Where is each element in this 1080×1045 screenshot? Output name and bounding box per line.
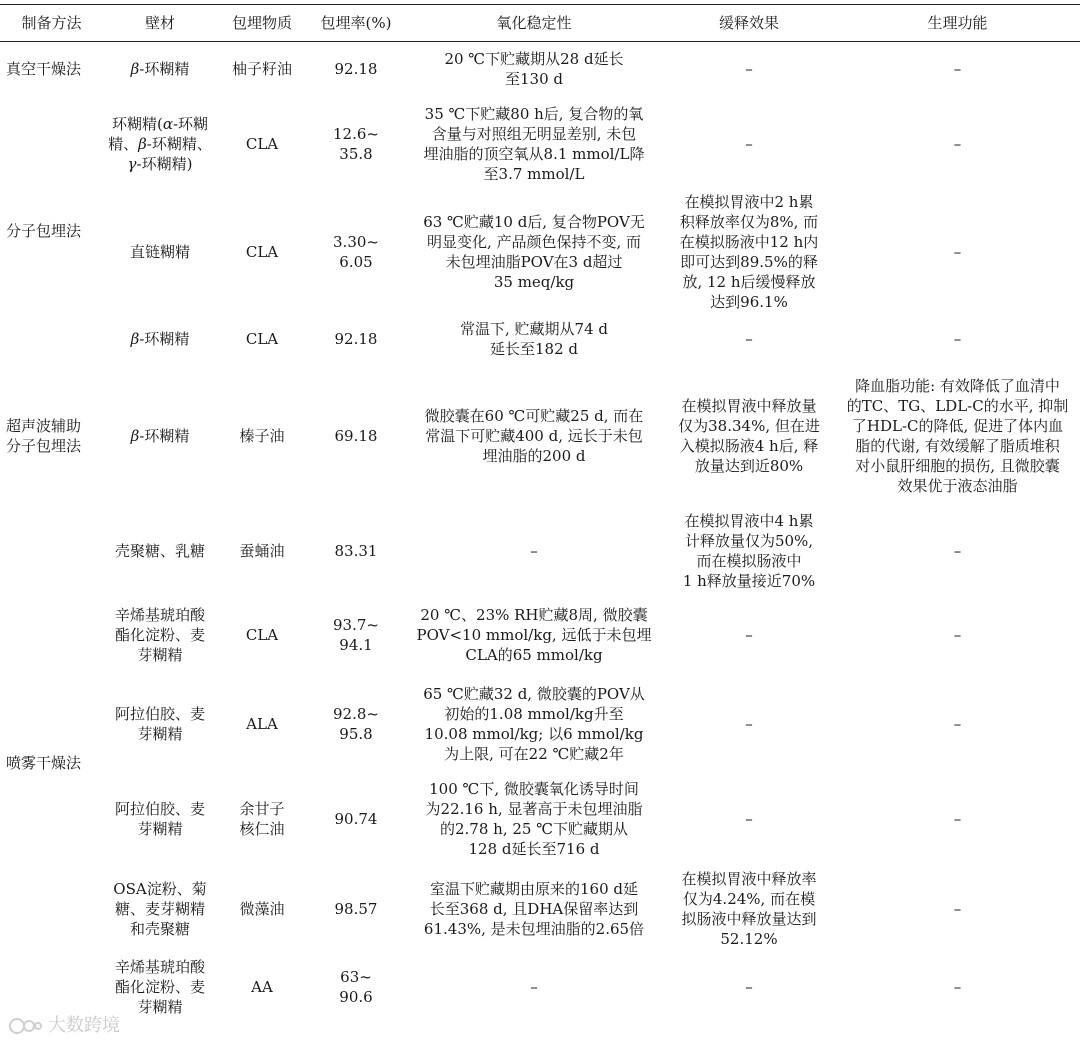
cell-oxidation-line: 至130 d: [504, 69, 563, 88]
cell-wall: [103, 312, 217, 366]
cell-physio-line: 降血脂功能: 有效降低了血清中: [855, 376, 1060, 395]
cell-rate-line: 98.57: [334, 899, 378, 918]
cell-rate-line: 93.7~: [333, 615, 379, 634]
cell-physio-line: 的TC、TG、LDL-C的水平, 抑制: [846, 396, 1069, 415]
cell-method: [0, 366, 103, 506]
cell-rate: [307, 42, 405, 96]
cell-physio-line: 效果优于液态油脂: [897, 476, 1018, 495]
cell-rate-line: 92.18: [334, 59, 378, 78]
cell-physio-line: 脂的代谢, 有效缓解了脂质堆积: [855, 436, 1060, 455]
cell-core: [217, 42, 307, 96]
cell-wall-line: 辛烯基琥珀酸: [114, 957, 205, 976]
cell-physio-line: –: [953, 59, 962, 78]
cell-wall-line: β-环糊精: [130, 329, 190, 348]
cell-physio-line: –: [953, 625, 962, 644]
cell-core: [217, 192, 307, 312]
cell-oxidation: [405, 596, 663, 674]
cell-wall-line: 芽糊精: [137, 645, 183, 664]
cell-oxidation: [405, 312, 663, 366]
cell-release-line: –: [745, 329, 753, 348]
cell-release: [663, 42, 835, 96]
cell-rate-line: 35.8: [339, 144, 373, 163]
method-line: 分子包埋法: [6, 436, 82, 455]
cell-release-line: 在模拟胃液中2 h累: [684, 192, 814, 211]
cell-oxidation-line: 常温下, 贮藏期从74 d: [460, 319, 608, 338]
cell-wall: [103, 596, 217, 674]
cell-physio: [835, 192, 1080, 312]
cell-rate: [307, 674, 405, 774]
cell-physio: [835, 366, 1080, 506]
cell-oxidation: [405, 954, 663, 1020]
cell-rate: [307, 312, 405, 366]
cell-wall-line: 精、β-环糊精、: [108, 134, 212, 153]
cell-physio: [835, 774, 1080, 864]
cell-physio-line: –: [953, 899, 962, 918]
table-row: [0, 596, 1080, 674]
cell-wall-line: 芽糊精: [137, 819, 183, 838]
cell-oxidation-line: 为上限, 可在22 ℃贮藏2年: [444, 744, 624, 763]
cell-wall: [103, 366, 217, 506]
cell-oxidation-line: POV<10 mmol/kg, 远低于未包埋: [416, 625, 652, 644]
method-label: 分子包埋法: [6, 221, 82, 240]
cell-wall: [103, 506, 217, 596]
cell-release-line: 积释放率仅为8%, 而: [679, 212, 819, 231]
cell-wall: [103, 42, 217, 96]
cell-physio-line: –: [953, 809, 962, 828]
cell-core-line: ALA: [246, 714, 278, 733]
cell-rate: [307, 366, 405, 506]
header-core: 包埋物质: [231, 14, 292, 32]
cell-rate-line: 3.30~: [333, 232, 379, 251]
cell-rate: [307, 192, 405, 312]
cell-rate: [307, 864, 405, 954]
cell-oxidation-line: 10.08 mmol/kg; 以6 mmol/kg: [424, 724, 644, 743]
cell-release: [663, 366, 835, 506]
cell-oxidation-line: 65 ℃贮藏32 d, 微胶囊的POV从: [423, 684, 645, 703]
cell-release-line: 在模拟肠液中12 h内: [679, 232, 819, 251]
cell-release: [663, 96, 835, 192]
cell-release-line: –: [745, 134, 753, 153]
cell-oxidation-line: 长至368 d, 且DHA保留率达到: [429, 899, 639, 918]
cell-oxidation-line: CLA的65 mmol/kg: [465, 645, 603, 664]
header-oxidation: 氧化稳定性: [496, 14, 572, 32]
cell-wall-line: 芽糊精: [137, 997, 183, 1016]
cell-oxidation-line: 100 ℃下, 微胶囊氧化诱导时间: [429, 779, 639, 798]
cell-oxidation: [405, 366, 663, 506]
cell-wall: [103, 674, 217, 774]
watermark: [8, 1012, 148, 1040]
cell-oxidation-line: 61.43%, 是未包埋油脂的2.65倍: [423, 919, 645, 938]
cell-physio-line: –: [953, 541, 962, 560]
cell-physio: [835, 674, 1080, 774]
cell-method: [0, 96, 103, 366]
cell-wall-line: 阿拉伯胶、麦: [114, 799, 205, 818]
cell-rate: [307, 506, 405, 596]
cell-physio: [835, 506, 1080, 596]
cell-physio: [835, 596, 1080, 674]
cell-wall: [103, 954, 217, 1020]
cell-wall: [103, 96, 217, 192]
cell-core-line: 微藻油: [239, 899, 285, 918]
cell-rate: [307, 96, 405, 192]
cell-rate: [307, 774, 405, 864]
cell-core: [217, 506, 307, 596]
table-row: [0, 954, 1080, 1020]
cell-physio-line: –: [953, 242, 962, 261]
cell-physio: [835, 954, 1080, 1020]
cell-oxidation-line: 埋油脂的200 d: [482, 446, 586, 465]
cell-release-line: 仅为38.34%, 但在进: [678, 416, 820, 435]
cell-core-line: 核仁油: [239, 819, 285, 838]
cell-rate-line: 6.05: [339, 252, 373, 271]
cell-physio-line: –: [953, 977, 962, 996]
cell-release-line: 1 h释放量接近70%: [682, 571, 816, 590]
cell-core: [217, 954, 307, 1020]
cell-release-line: 在模拟胃液中4 h累: [684, 511, 814, 530]
header-method: 制备方法: [21, 14, 82, 32]
cell-oxidation-line: 至3.7 mmol/L: [483, 164, 585, 183]
cell-release-line: 放量达到近80%: [694, 456, 804, 475]
cell-rate: [307, 596, 405, 674]
cell-physio-line: –: [953, 714, 962, 733]
cell-oxidation: [405, 192, 663, 312]
cell-release-line: 即可达到89.5%的释: [680, 252, 818, 271]
cell-core-line: CLA: [245, 242, 279, 261]
cell-release-line: –: [745, 714, 753, 733]
cell-wall-line: 环糊精(α-环糊: [111, 114, 209, 133]
cell-core: [217, 864, 307, 954]
cell-release-line: –: [745, 977, 753, 996]
cell-release-line: 在模拟胃液中释放量: [681, 396, 817, 415]
cell-release-line: 计释放量仅为50%,: [684, 531, 814, 550]
cell-rate-line: 94.1: [339, 635, 373, 654]
cell-rate-line: 83.31: [334, 541, 378, 560]
cell-core-line: AA: [251, 977, 273, 996]
cell-core-line: 榛子油: [239, 426, 285, 445]
cell-wall-line: 和壳聚糖: [129, 919, 190, 938]
cell-release-line: 入模拟肠液4 h后, 释: [679, 436, 819, 455]
cell-wall-line: 酯化淀粉、麦: [114, 625, 205, 644]
cell-oxidation-line: –: [530, 541, 538, 560]
cell-release-line: 52.12%: [720, 929, 778, 948]
cell-oxidation-line: 35 ℃下贮藏80 h后, 复合物的氧: [424, 104, 644, 123]
cell-core: [217, 674, 307, 774]
cell-core: [217, 96, 307, 192]
cell-wall: [103, 774, 217, 864]
cell-oxidation-line: 微胶囊在60 ℃可贮藏25 d, 而在: [424, 406, 644, 425]
cell-method: [0, 506, 103, 1020]
cell-physio-line: 了HDL-C的降低, 促进了体内血: [851, 416, 1064, 435]
cell-oxidation-line: 128 d延长至716 d: [468, 839, 600, 858]
cell-release: [663, 192, 835, 312]
cell-rate-line: 92.8~: [333, 704, 379, 723]
cell-wall: [103, 192, 217, 312]
table-row: [0, 42, 1080, 96]
cell-physio: [835, 96, 1080, 192]
cell-release-line: 放, 12 h后缓慢释放: [682, 272, 816, 291]
cell-wall-line: β-环糊精: [130, 59, 190, 78]
header-row: [0, 5, 1080, 42]
cell-core: [217, 312, 307, 366]
cell-release: [663, 674, 835, 774]
cell-rate-line: 12.6~: [333, 124, 379, 143]
cell-oxidation-line: 延长至182 d: [489, 339, 578, 358]
cell-wall-line: 酯化淀粉、麦: [114, 977, 205, 996]
cell-release: [663, 774, 835, 864]
table-row: [0, 674, 1080, 774]
cell-oxidation-line: 常温下可贮藏400 d, 远长于未包: [425, 426, 643, 445]
cell-physio-line: –: [953, 329, 962, 348]
cell-release-line: 拟肠液中释放量达到: [681, 909, 817, 928]
cell-release: [663, 864, 835, 954]
cell-wall: [103, 864, 217, 954]
cell-wall-line: OSA淀粉、菊: [113, 879, 207, 898]
header-release: 缓释效果: [718, 14, 779, 32]
cell-oxidation-line: 63 ℃贮藏10 d后, 复合物POV无: [423, 212, 645, 231]
cell-release-line: 而在模拟肠液中: [696, 551, 802, 570]
cell-release: [663, 506, 835, 596]
cell-core: [217, 596, 307, 674]
header-physio: 生理功能: [927, 14, 988, 32]
cell-oxidation-line: 为22.16 h, 显著高于未包埋油脂: [425, 799, 643, 818]
cell-rate-line: 90.6: [339, 987, 373, 1006]
cell-oxidation-line: 35 meq/kg: [493, 272, 575, 291]
table-row: [0, 864, 1080, 954]
cell-physio-line: 对小鼠肝细胞的损伤, 且微胶囊: [855, 456, 1060, 475]
cell-rate-line: 90.74: [334, 809, 378, 828]
cell-rate-line: 63~: [340, 967, 372, 986]
cell-release-line: 在模拟胃液中释放率: [681, 869, 817, 888]
cell-wall-line: 芽糊精: [137, 724, 183, 743]
watermark-logo-icon: [8, 1016, 44, 1036]
cell-oxidation-line: 20 ℃下贮藏期从28 d延长: [444, 49, 624, 68]
cell-core-line: CLA: [245, 625, 279, 644]
cell-physio: [835, 864, 1080, 954]
cell-core-line: 余甘子: [239, 799, 285, 818]
cell-release-line: 仅为4.24%, 而在模: [682, 889, 816, 908]
cell-oxidation: [405, 674, 663, 774]
cell-core: [217, 366, 307, 506]
header-rate: 包埋率(%): [320, 14, 392, 32]
cell-physio-line: –: [953, 134, 962, 153]
cell-release-line: –: [745, 625, 753, 644]
cell-core-line: 蚕蛹油: [239, 541, 285, 560]
cell-oxidation-line: 初始的1.08 mmol/kg升至: [444, 704, 624, 723]
table-row: [0, 96, 1080, 192]
cell-oxidation-line: 埋油脂的顶空氧从8.1 mmol/L降: [423, 144, 645, 163]
cell-rate: [307, 954, 405, 1020]
cell-wall-line: 糖、麦芽糊精: [114, 899, 205, 918]
cell-physio: [835, 42, 1080, 96]
table-row: [0, 774, 1080, 864]
cell-wall-line: 阿拉伯胶、麦: [114, 704, 205, 723]
cell-method: [0, 42, 103, 96]
cell-oxidation: [405, 96, 663, 192]
cell-oxidation: [405, 506, 663, 596]
cell-release-line: –: [745, 809, 753, 828]
cell-wall-line: γ-环糊精): [127, 154, 193, 173]
cell-rate-line: 95.8: [339, 724, 373, 743]
cell-core-line: CLA: [245, 329, 279, 348]
cell-wall-line: β-环糊精: [130, 426, 190, 445]
cell-wall-line: 辛烯基琥珀酸: [114, 605, 205, 624]
data-table: [0, 4, 1080, 1020]
cell-oxidation-line: –: [530, 977, 538, 996]
cell-release: [663, 954, 835, 1020]
cell-core-line: 柚子籽油: [231, 59, 292, 78]
cell-oxidation-line: 明显变化, 产品颜色保持不变, 而: [426, 232, 642, 251]
cell-release: [663, 312, 835, 366]
cell-oxidation: [405, 42, 663, 96]
table-row: [0, 312, 1080, 366]
cell-oxidation-line: 20 ℃、23% RH贮藏8周, 微胶囊: [420, 605, 648, 624]
cell-wall-line: 壳聚糖、乳糖: [114, 541, 205, 560]
cell-rate-line: 92.18: [334, 329, 378, 348]
cell-rate-line: 69.18: [334, 426, 378, 445]
watermark-text: 大数跨境: [48, 1015, 120, 1036]
method-label: 真空干燥法: [6, 59, 82, 78]
cell-oxidation-line: 含量与对照组无明显差别, 未包: [431, 124, 637, 143]
method-label: 喷雾干燥法: [6, 753, 82, 772]
cell-release-line: –: [745, 59, 753, 78]
cell-physio: [835, 312, 1080, 366]
cell-wall-line: 直链糊精: [129, 242, 190, 261]
header-wall: 壁材: [144, 14, 175, 32]
table-row: [0, 192, 1080, 312]
table-row: [0, 366, 1080, 506]
table-row: [0, 506, 1080, 596]
cell-core: [217, 774, 307, 864]
cell-oxidation: [405, 774, 663, 864]
cell-oxidation: [405, 864, 663, 954]
cell-oxidation-line: 室温下贮藏期由原来的160 d延: [429, 879, 638, 898]
cell-core-line: CLA: [245, 134, 279, 153]
method-line: 超声波辅助: [6, 416, 82, 435]
cell-release-line: 达到96.1%: [710, 292, 788, 311]
cell-release: [663, 596, 835, 674]
cell-oxidation-line: 的2.78 h, 25 ℃下贮藏期从: [440, 819, 628, 838]
cell-oxidation-line: 未包埋油脂POV在3 d超过: [445, 252, 623, 271]
